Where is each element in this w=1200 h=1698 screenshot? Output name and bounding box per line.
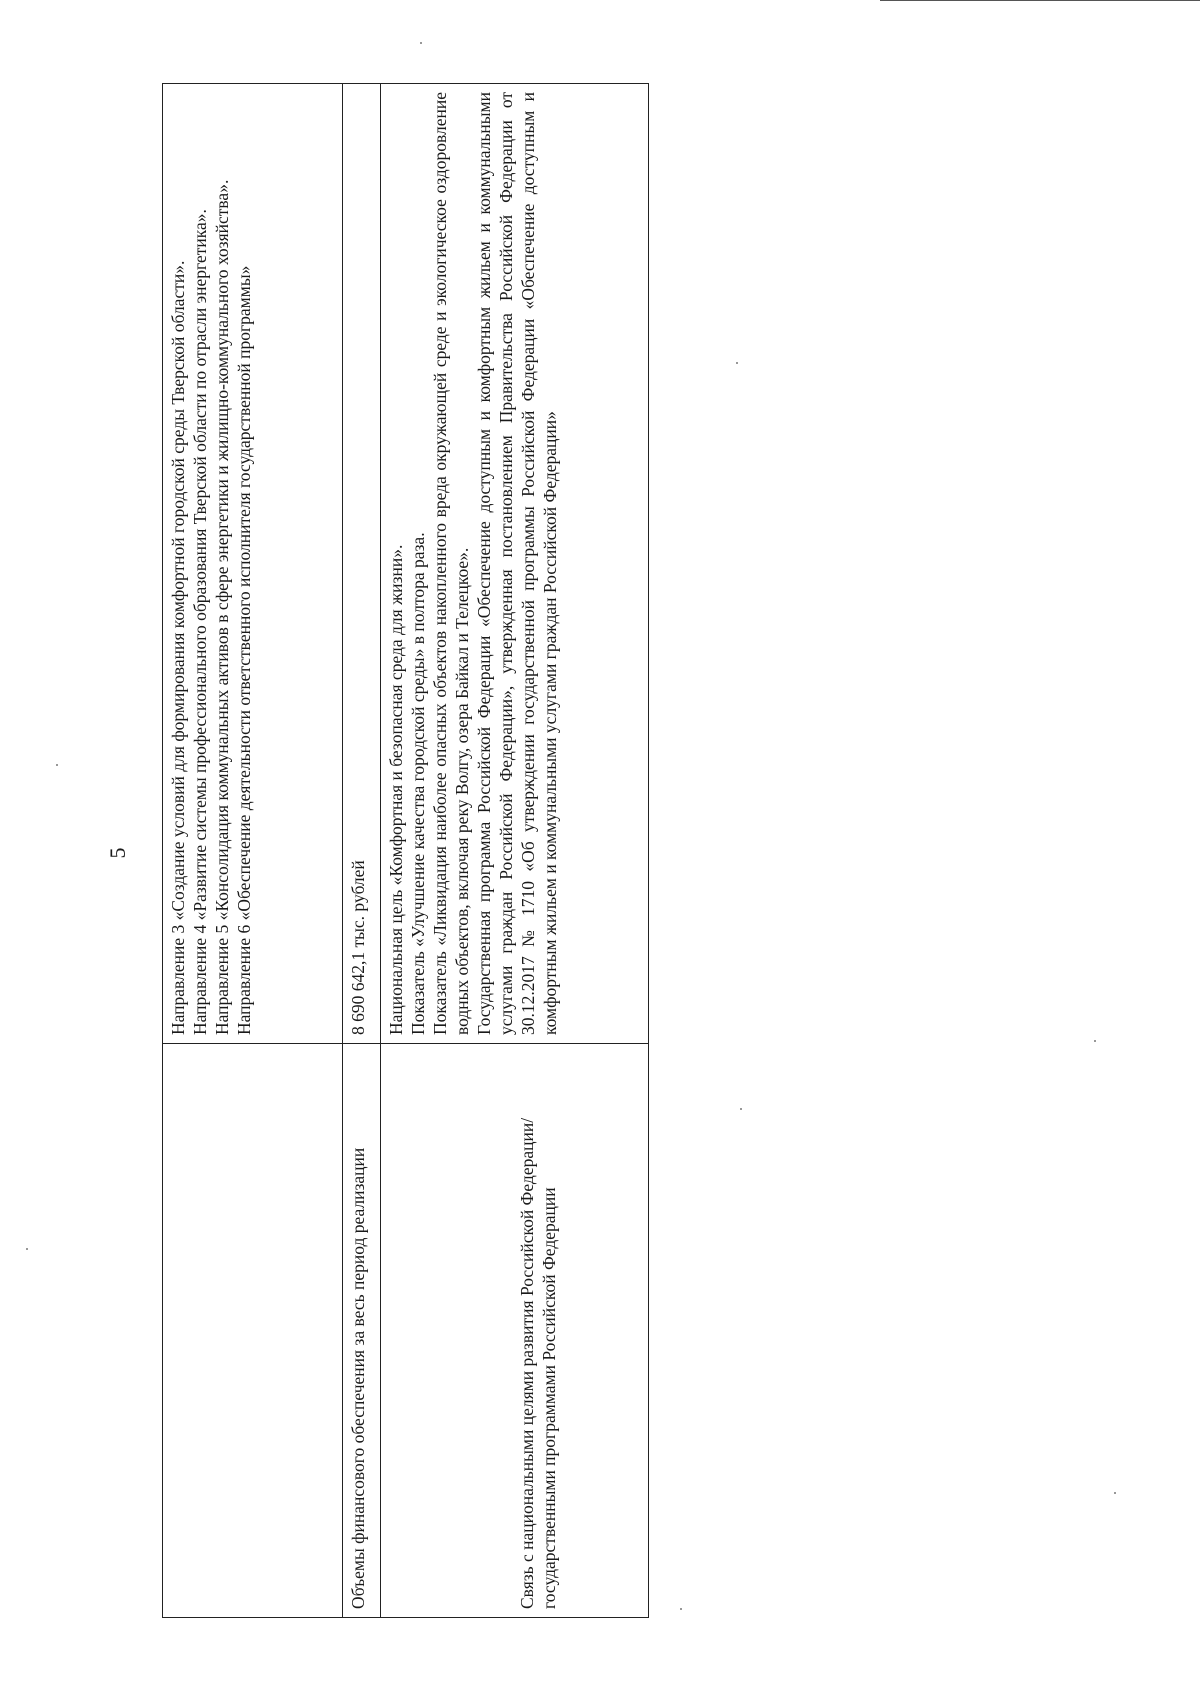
scan-speck bbox=[1094, 1040, 1096, 1042]
direction-5-text: Направление 5 «Консолидация коммунальных активов в сфере энергетики и жилищно-коммунального хозяйства». bbox=[212, 179, 232, 1035]
finance-label-cell: Объемы финансового обеспечения за весь период реализации bbox=[343, 1044, 381, 1618]
program-passport-table bbox=[162, 83, 649, 1618]
directions-label-cell bbox=[163, 1044, 343, 1618]
passport-table-rotated bbox=[162, 84, 648, 1618]
scan-speck bbox=[1114, 1492, 1116, 1494]
scan-speck bbox=[740, 1108, 742, 1110]
federal-program-text: Государственная программа Российской Федерации «Обеспечение доступным и комфортным жильем и коммунальными услугами граждан Российской Федерации», утвержденная постановлением Правительства Российской Федерации от 30.12.2017 № 1710 «Об утверждении государственной программы Российской Федерации «Обеспечение доступным и комфортным жильем и коммунальными услугами граждан Российской Федерации» bbox=[474, 92, 560, 1035]
table-row-national-goals bbox=[381, 84, 649, 1618]
direction-4-text: Направление 4 «Развитие системы профессионального образования Тверской области по отрасли энергетика». bbox=[190, 209, 210, 1035]
table-row-directions bbox=[163, 84, 343, 1618]
direction-3-text: Направление 3 «Создание условий для формирования комфортной городской среды Тверской области». bbox=[168, 260, 188, 1035]
scan-speck bbox=[56, 764, 58, 766]
scan-speck bbox=[420, 42, 422, 44]
table-row-finance bbox=[343, 84, 381, 1618]
scan-speck bbox=[736, 362, 738, 364]
national-goal-text: Национальная цель «Комфортная и безопасная среда для жизни». bbox=[386, 544, 406, 1035]
directions-value-cell bbox=[163, 84, 343, 1044]
national-goals-value-cell bbox=[381, 84, 649, 1044]
scan-speck bbox=[26, 1248, 28, 1250]
indicator-accumulated-harm-text: Показатель «Ликвидация наиболее опасных объектов накопленного вреда окружающей среде и экологическое оздоровление водных объектов, включая реку Волгу, озера Байкал и Телецкое». bbox=[430, 92, 472, 1035]
scan-edge-line bbox=[880, 0, 1200, 1]
indicator-urban-environment-text: Показатель «Улучшение качества городской среды» в полтора раза. bbox=[408, 532, 428, 1035]
page-number: 5 bbox=[105, 847, 130, 859]
scan-speck bbox=[680, 1608, 682, 1610]
national-goals-label-cell: Связь с национальными целями развития Российской Федерации/ государственными программами Российской Федерации bbox=[381, 1044, 649, 1618]
finance-value-cell bbox=[343, 84, 381, 1044]
direction-6-text: Направление 6 «Обеспечение деятельности ответственного исполнителя государственной программы» bbox=[234, 265, 254, 1035]
finance-amount-text: 8 690 642,1 тыс. рублей bbox=[348, 860, 368, 1035]
